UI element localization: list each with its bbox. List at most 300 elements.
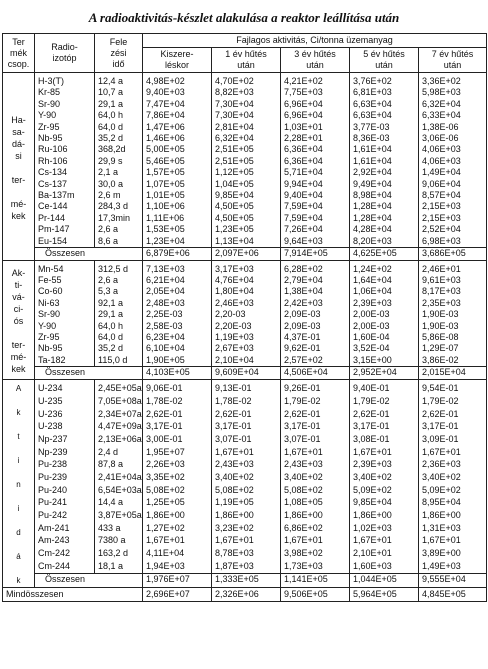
value-cell: 3,23E+02: [212, 522, 281, 535]
activity-table: [2, 33, 487, 602]
value-cell: 9,49E+04: [350, 179, 419, 190]
isotope-cell: Pm-147: [35, 224, 95, 235]
value-cell: 2,67E+03: [212, 343, 281, 354]
isotope-cell: Am-243: [35, 535, 95, 548]
group-label-line: i: [17, 503, 20, 513]
value-cell: 4,28E+04: [350, 224, 419, 235]
value-cell: 3,40E+02: [350, 471, 419, 484]
halflife-cell: 2,6 a: [95, 224, 143, 235]
halflife-cell: 6,54E+03a: [95, 484, 143, 497]
value-cell: 3,09E-01: [419, 434, 487, 447]
value-cell: 2,51E+05: [212, 144, 281, 155]
value-cell: 1,23E+04: [143, 236, 212, 248]
value-cell: 2,43E+03: [281, 459, 350, 472]
value-cell: 9,85E+04: [350, 497, 419, 510]
value-cell: 2,46E+01: [419, 260, 487, 275]
table-row: [3, 275, 487, 286]
value-cell: 1,79E-02: [281, 396, 350, 409]
header-isotope-line: Radio-: [51, 42, 78, 52]
isotope-cell: Pu-240: [35, 484, 95, 497]
value-cell: 2,09E-03: [281, 321, 350, 332]
value-cell: 6,81E+03: [350, 87, 419, 98]
isotope-cell: Ce-144: [35, 201, 95, 212]
group-label-line: mé-: [10, 198, 27, 209]
value-cell: 1,53E+05: [143, 224, 212, 235]
value-cell: 2,36E+03: [419, 459, 487, 472]
grand-total-value: 9,506E+05: [281, 587, 350, 601]
table-row: [3, 179, 487, 190]
subtotal-value: 2,015E+04: [419, 367, 487, 379]
table-row: [3, 408, 487, 421]
value-cell: 1,67E+01: [419, 446, 487, 459]
grand-total-value: 2,696E+07: [143, 587, 212, 601]
isotope-cell: Cs-134: [35, 167, 95, 178]
value-cell: 4,76E+04: [212, 275, 281, 286]
group-label-line: mé-: [10, 352, 27, 363]
value-cell: 5,46E+05: [143, 156, 212, 167]
value-cell: 7,30E+04: [212, 110, 281, 121]
header-col-line: után: [443, 60, 462, 70]
subtotal-label: Összesen: [35, 248, 143, 260]
group-label-line: k: [16, 407, 21, 417]
value-cell: 3,86E-02: [419, 355, 487, 367]
value-cell: 1,67E+01: [281, 535, 350, 548]
group-label-line: ter-: [11, 340, 26, 351]
value-cell: 7,13E+03: [143, 260, 212, 275]
subtotal-value: 1,976E+07: [143, 573, 212, 587]
value-cell: 5,08E+02: [281, 484, 350, 497]
value-cell: 6,96E+04: [281, 110, 350, 121]
value-cell: 1,61E+04: [350, 156, 419, 167]
group-label-line: dá-: [11, 138, 25, 149]
table-row: [3, 110, 487, 121]
header-col-3: [350, 48, 419, 73]
value-cell: 6,86E+02: [281, 522, 350, 535]
header-group-line: Ter: [12, 36, 25, 47]
header-halflife: [95, 34, 143, 73]
value-cell: 4,50E+05: [212, 213, 281, 224]
header-halflife-line: idő: [112, 58, 125, 69]
value-cell: 3,17E-01: [419, 421, 487, 434]
value-cell: 1,86E+00: [143, 509, 212, 522]
value-cell: 1,87E+03: [212, 560, 281, 573]
halflife-cell: 2,1 a: [95, 167, 143, 178]
halflife-cell: 4,47E+09a: [95, 421, 143, 434]
header-halflife-line: Fele: [109, 36, 128, 47]
halflife-cell: 433 a: [95, 522, 143, 535]
subtotal-value: 2,952E+04: [350, 367, 419, 379]
value-cell: 1,60E+03: [350, 560, 419, 573]
group-label-line: kek: [11, 364, 26, 375]
group-label-line: [6, 467, 31, 479]
value-cell: 9,54E-01: [419, 379, 487, 396]
value-cell: 5,98E+03: [419, 87, 487, 98]
value-cell: 1,90E+05: [143, 355, 212, 367]
halflife-cell: 312,5 d: [95, 260, 143, 275]
table-row: [3, 522, 487, 535]
table-header: [3, 34, 487, 73]
halflife-cell: 2,6 a: [95, 275, 143, 286]
value-cell: 4,06E+03: [419, 156, 487, 167]
group-label-line: [6, 563, 31, 575]
value-cell: 6,10E+04: [143, 343, 212, 354]
value-cell: 1,49E+04: [419, 167, 487, 178]
value-cell: 1,28E+04: [350, 213, 419, 224]
header-col-line: után: [237, 60, 255, 70]
table-row: [3, 509, 487, 522]
halflife-cell: 87,8 a: [95, 459, 143, 472]
halflife-cell: 2,41E+04a: [95, 471, 143, 484]
group-label-line: Ha-: [11, 114, 26, 125]
group-label-line: [6, 491, 31, 503]
group-label-line: ós: [13, 316, 24, 327]
value-cell: 6,98E+03: [419, 236, 487, 248]
value-cell: 8,20E+03: [350, 236, 419, 248]
halflife-cell: 18,1 a: [95, 560, 143, 573]
value-cell: 8,17E+03: [419, 286, 487, 297]
halflife-cell: 64,0 h: [95, 321, 143, 332]
table-row: [3, 355, 487, 367]
table-row: [3, 560, 487, 573]
table-row: [3, 236, 487, 248]
value-cell: 6,33E+04: [419, 110, 487, 121]
value-cell: 1,47E+06: [143, 122, 212, 133]
subtotal-value: 2,097E+06: [212, 248, 281, 260]
value-cell: 2,00E-03: [350, 321, 419, 332]
table-row: [3, 459, 487, 472]
value-cell: 3,17E-01: [281, 421, 350, 434]
value-cell: 3,77E-03: [350, 122, 419, 133]
value-cell: 1,86E+00: [419, 509, 487, 522]
value-cell: 8,78E+03: [212, 547, 281, 560]
group-label-line: i: [17, 455, 20, 465]
value-cell: 1,67E+01: [281, 446, 350, 459]
subtotal-value: 6,879E+06: [143, 248, 212, 260]
isotope-cell: Np-239: [35, 446, 95, 459]
value-cell: 2,39E+03: [350, 459, 419, 472]
isotope-cell: Y-90: [35, 321, 95, 332]
halflife-cell: 2,4 d: [95, 446, 143, 459]
value-cell: 7,47E+04: [143, 99, 212, 110]
value-cell: 2,42E+03: [281, 298, 350, 309]
table-row: [3, 133, 487, 144]
value-cell: 8,98E+04: [350, 190, 419, 201]
value-cell: 5,86E-08: [419, 332, 487, 343]
isotope-cell: Sr-90: [35, 99, 95, 110]
value-cell: 3,00E-01: [143, 434, 212, 447]
value-cell: 7,59E+04: [281, 201, 350, 212]
table-row: [3, 379, 487, 396]
group-label-line: d: [16, 527, 21, 537]
table-row: [3, 190, 487, 201]
isotope-cell: Cm-244: [35, 560, 95, 573]
header-col-0: [143, 48, 212, 73]
table-row: [3, 224, 487, 235]
header-col-line: 3 év hűtés: [294, 49, 336, 59]
value-cell: 6,32E+04: [212, 133, 281, 144]
value-cell: 3,76E+02: [350, 73, 419, 88]
group-label-line: k: [16, 575, 21, 585]
subtotal-row: [3, 248, 487, 260]
halflife-cell: 284,3 d: [95, 201, 143, 212]
value-cell: 1,94E+03: [143, 560, 212, 573]
value-cell: 1,04E+05: [212, 179, 281, 190]
halflife-cell: 14,4 a: [95, 497, 143, 510]
group-label: [3, 379, 35, 587]
isotope-cell: Pu-239: [35, 471, 95, 484]
isotope-cell: Kr-85: [35, 87, 95, 98]
value-cell: 6,36E+04: [281, 156, 350, 167]
isotope-cell: Am-241: [35, 522, 95, 535]
isotope-cell: Zr-95: [35, 122, 95, 133]
value-cell: 9,26E-01: [281, 379, 350, 396]
value-cell: 3,07E-01: [212, 434, 281, 447]
group-label-line: ti-: [14, 280, 23, 291]
value-cell: 7,26E+04: [281, 224, 350, 235]
value-cell: 1,01E+05: [143, 190, 212, 201]
value-cell: 2,25E-03: [143, 309, 212, 320]
value-cell: 3,40E+02: [281, 471, 350, 484]
header-col-line: 1 év hűtés: [225, 49, 267, 59]
table-row: [3, 446, 487, 459]
value-cell: 1,46E+06: [143, 133, 212, 144]
value-cell: 1,86E+00: [281, 509, 350, 522]
header-isotope: [35, 34, 95, 73]
value-cell: 2,10E+01: [350, 547, 419, 560]
halflife-cell: 35,2 d: [95, 343, 143, 354]
table-row: [3, 298, 487, 309]
value-cell: 1,10E+06: [143, 201, 212, 212]
header-col-line: 5 év hűtés: [363, 49, 405, 59]
header-isotope-line: izotóp: [52, 53, 77, 63]
value-cell: 9,62E-01: [281, 343, 350, 354]
group-label-line: n: [16, 479, 21, 489]
group-label-line: [6, 539, 31, 551]
value-cell: 6,32E+04: [419, 99, 487, 110]
table-row: [3, 73, 487, 88]
value-cell: 9,13E-01: [212, 379, 281, 396]
value-cell: 2,43E+03: [212, 459, 281, 472]
group-label: [3, 73, 35, 261]
value-cell: 9,85E+04: [212, 190, 281, 201]
value-cell: 1,31E+03: [419, 522, 487, 535]
header-col-1: [212, 48, 281, 73]
group-label-line: [6, 162, 31, 174]
halflife-cell: 10,7 a: [95, 87, 143, 98]
table-row: [3, 122, 487, 133]
value-cell: 1,86E+00: [350, 509, 419, 522]
table-row: [3, 434, 487, 447]
value-cell: 4,98E+02: [143, 73, 212, 88]
value-cell: 1,12E+05: [212, 167, 281, 178]
isotope-cell: Ru-106: [35, 144, 95, 155]
value-cell: 2,28E+01: [281, 133, 350, 144]
value-cell: 9,94E+04: [281, 179, 350, 190]
value-cell: 8,95E+04: [419, 497, 487, 510]
isotope-cell: Cs-137: [35, 179, 95, 190]
group-label-line: ci-: [13, 304, 24, 315]
isotope-cell: Nb-95: [35, 343, 95, 354]
halflife-cell: 2,13E+06a: [95, 434, 143, 447]
table-row: [3, 421, 487, 434]
value-cell: 5,09E+02: [350, 484, 419, 497]
value-cell: 1,11E+06: [143, 213, 212, 224]
isotope-cell: Pu-242: [35, 509, 95, 522]
subtotal-value: 7,914E+05: [281, 248, 350, 260]
value-cell: 5,09E+02: [419, 484, 487, 497]
value-cell: 2,05E+04: [143, 286, 212, 297]
group-label-line: [6, 419, 31, 431]
header-col-line: után: [306, 60, 324, 70]
subtotal-value: 4,506E+04: [281, 367, 350, 379]
group-label-line: si: [15, 150, 22, 161]
isotope-cell: Pu-241: [35, 497, 95, 510]
table-row: [3, 471, 487, 484]
value-cell: 6,28E+02: [281, 260, 350, 275]
value-cell: 3,17E-01: [350, 421, 419, 434]
value-cell: 1,90E-03: [419, 309, 487, 320]
isotope-cell: Co-60: [35, 286, 95, 297]
value-cell: 1,02E+03: [350, 522, 419, 535]
value-cell: 7,75E+03: [281, 87, 350, 98]
value-cell: 1,27E+02: [143, 522, 212, 535]
table-row: [3, 167, 487, 178]
value-cell: 2,10E+04: [212, 355, 281, 367]
isotope-cell: Ta-182: [35, 355, 95, 367]
isotope-cell: Mn-54: [35, 260, 95, 275]
subtotal-row: [3, 367, 487, 379]
value-cell: 5,08E+02: [212, 484, 281, 497]
group-label-line: á: [16, 551, 21, 561]
value-cell: 2,62E-01: [419, 408, 487, 421]
value-cell: 2,51E+05: [212, 156, 281, 167]
isotope-cell: U-235: [35, 396, 95, 409]
value-cell: 1,67E+01: [350, 446, 419, 459]
grand-total-row: [3, 587, 487, 601]
table-row: [3, 396, 487, 409]
value-cell: 1,80E+04: [212, 286, 281, 297]
value-cell: 3,17E-01: [212, 421, 281, 434]
value-cell: 4,37E-01: [281, 332, 350, 343]
halflife-cell: 29,1 a: [95, 309, 143, 320]
value-cell: 2,15E+03: [419, 213, 487, 224]
value-cell: 5,00E+05: [143, 144, 212, 155]
group-label-line: vá-: [12, 292, 25, 303]
value-cell: 1,73E+03: [281, 560, 350, 573]
isotope-cell: Ni-63: [35, 298, 95, 309]
isotope-cell: Zr-95: [35, 332, 95, 343]
value-cell: 1,38E+04: [281, 286, 350, 297]
value-cell: 9,61E+03: [419, 275, 487, 286]
value-cell: 1,95E+07: [143, 446, 212, 459]
value-cell: 9,40E+03: [143, 87, 212, 98]
value-cell: 1,79E-02: [350, 396, 419, 409]
value-cell: 2,46E+03: [212, 298, 281, 309]
header-halflife-line: zési: [110, 47, 127, 58]
subtotal-value: 1,044E+05: [350, 573, 419, 587]
isotope-cell: Ba-137m: [35, 190, 95, 201]
value-cell: 1,19E+03: [212, 332, 281, 343]
halflife-cell: 35,2 d: [95, 133, 143, 144]
isotope-cell: Np-237: [35, 434, 95, 447]
value-cell: 2,20E-03: [212, 321, 281, 332]
grand-total-value: 2,326E+06: [212, 587, 281, 601]
isotope-cell: Pu-238: [35, 459, 95, 472]
value-cell: 2,62E-01: [350, 408, 419, 421]
header-group-line: csop.: [7, 58, 30, 69]
halflife-cell: 2,6 m: [95, 190, 143, 201]
halflife-cell: 17,3min: [95, 213, 143, 224]
value-cell: 4,11E+04: [143, 547, 212, 560]
value-cell: 1,06E+04: [350, 286, 419, 297]
subtotal-row: [3, 573, 487, 587]
isotope-cell: Rh-106: [35, 156, 95, 167]
value-cell: 2,79E+04: [281, 275, 350, 286]
value-cell: 2,15E+03: [419, 201, 487, 212]
isotope-cell: U-236: [35, 408, 95, 421]
value-cell: 8,57E+04: [419, 190, 487, 201]
table-body: [3, 73, 487, 602]
value-cell: 2,62E-01: [212, 408, 281, 421]
halflife-cell: 64,0 h: [95, 110, 143, 121]
table-row: [3, 332, 487, 343]
value-cell: 3,98E+02: [281, 547, 350, 560]
subtotal-value: 1,333E+05: [212, 573, 281, 587]
table-row: [3, 99, 487, 110]
subtotal-value: 4,103E+05: [143, 367, 212, 379]
halflife-cell: 8,6 a: [95, 236, 143, 248]
value-cell: 9,06E+04: [419, 179, 487, 190]
halflife-cell: 5,3 a: [95, 286, 143, 297]
table-row: [3, 156, 487, 167]
header-group: [3, 34, 35, 73]
grand-total-label: Mindösszesen: [3, 587, 143, 601]
isotope-cell: Fe-55: [35, 275, 95, 286]
value-cell: 8,82E+03: [212, 87, 281, 98]
halflife-cell: 163,2 d: [95, 547, 143, 560]
value-cell: 1,19E+05: [212, 497, 281, 510]
halflife-cell: 30,0 a: [95, 179, 143, 190]
table-row: [3, 260, 487, 275]
header-col-line: Kiszere-: [160, 49, 194, 59]
value-cell: 5,08E+02: [143, 484, 212, 497]
isotope-cell: Nb-95: [35, 133, 95, 144]
value-cell: 1,08E+05: [281, 497, 350, 510]
value-cell: 3,52E-04: [350, 343, 419, 354]
value-cell: 3,36E+02: [419, 73, 487, 88]
table-row: [3, 484, 487, 497]
group-label-line: [6, 515, 31, 527]
subtotal-value: 1,141E+05: [281, 573, 350, 587]
value-cell: 4,50E+05: [212, 201, 281, 212]
value-cell: 4,06E+03: [419, 144, 487, 155]
header-col-line: után: [375, 60, 393, 70]
halflife-cell: 64,0 d: [95, 332, 143, 343]
value-cell: 1,90E-03: [419, 321, 487, 332]
subtotal-label: Összesen: [35, 367, 143, 379]
value-cell: 1,86E+00: [212, 509, 281, 522]
isotope-cell: H-3(T): [35, 73, 95, 88]
group-label-line: A: [15, 383, 22, 393]
halflife-cell: 2,34E+07a: [95, 408, 143, 421]
value-cell: 1,29E-07: [419, 343, 487, 354]
header-activity-span: Fajlagos aktivitás, Ci/tonna üzemanyag: [143, 34, 487, 48]
value-cell: 9,64E+03: [281, 236, 350, 248]
value-cell: 2,62E-01: [281, 408, 350, 421]
group-label-line: [6, 327, 31, 339]
value-cell: 2,39E+03: [350, 298, 419, 309]
grand-total-value: 5,964E+05: [350, 587, 419, 601]
